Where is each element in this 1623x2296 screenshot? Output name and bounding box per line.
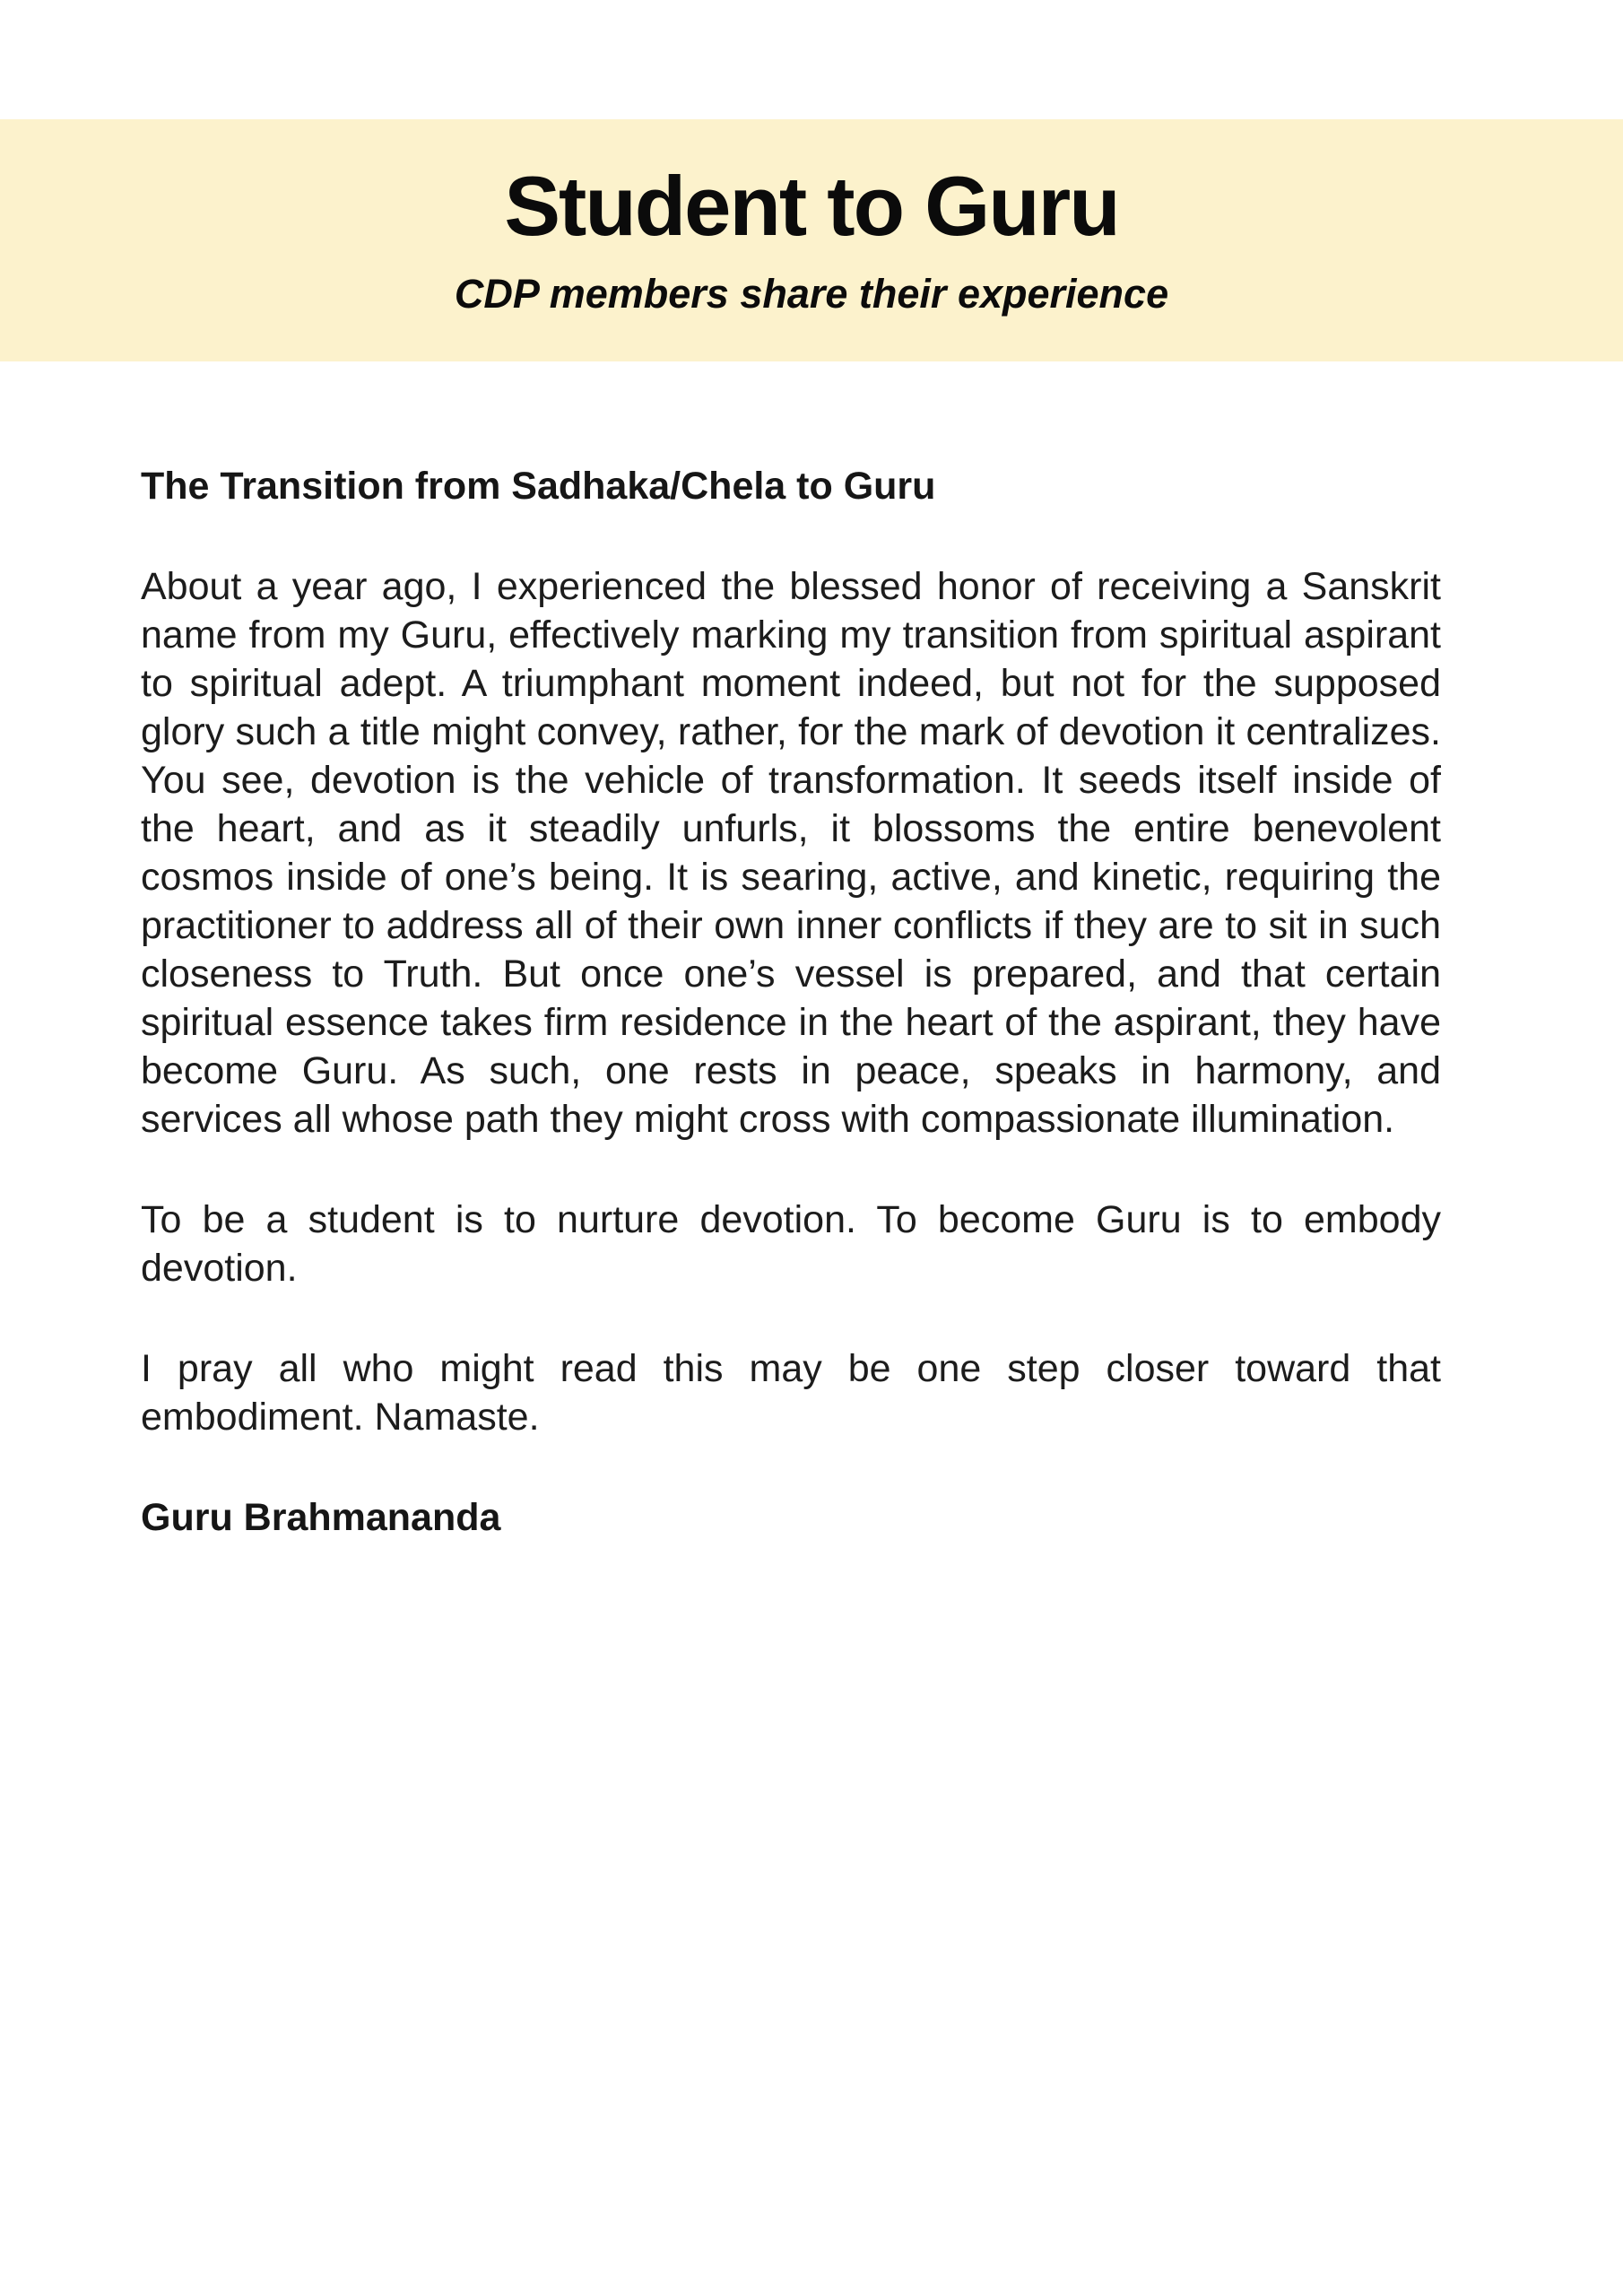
title-banner (0, 119, 1623, 361)
page-title: Student to Guru (504, 159, 1119, 254)
page-subtitle: CDP members share their experience (454, 271, 1169, 317)
paragraph: To be a student is to nurture devotion. To become Guru is to embody devotion. (141, 1198, 1441, 1290)
paragraph: I pray all who might read this may be one step closer toward that embodiment. Namaste. (141, 1347, 1441, 1439)
article-body (141, 462, 1441, 1542)
paragraph: About a year ago, I experienced the blessed honor of receiving a Sanskrit name from my Guru, effectively marking my transition from spiritual aspirant to spiritual adept. A triumphant moment indeed, but not for the supposed glory such a title might convey, rather, for the mark of devotion it centralizes. You see, devotion is the vehicle of transformation. It seeds itself inside of the heart, and as it steadily unfurls, it blossoms the entire benevolent cosmos inside of one’s being. It is searing, active, and kinetic, requiring the practitioner to address all of their own inner conflicts if they are to sit in such closeness to Truth. But once one’s vessel is prepared, and that certain spiritual essence takes firm residence in the heart of the aspirant, they have become Guru. As such, one rests in peace, speaks in harmony, and services all whose path they might cross with compassionate illumination. (141, 565, 1441, 1141)
section-heading: The Transition from Sadhaka/Chela to Guru (141, 465, 936, 508)
author-signature: Guru Brahmananda (141, 1496, 501, 1539)
